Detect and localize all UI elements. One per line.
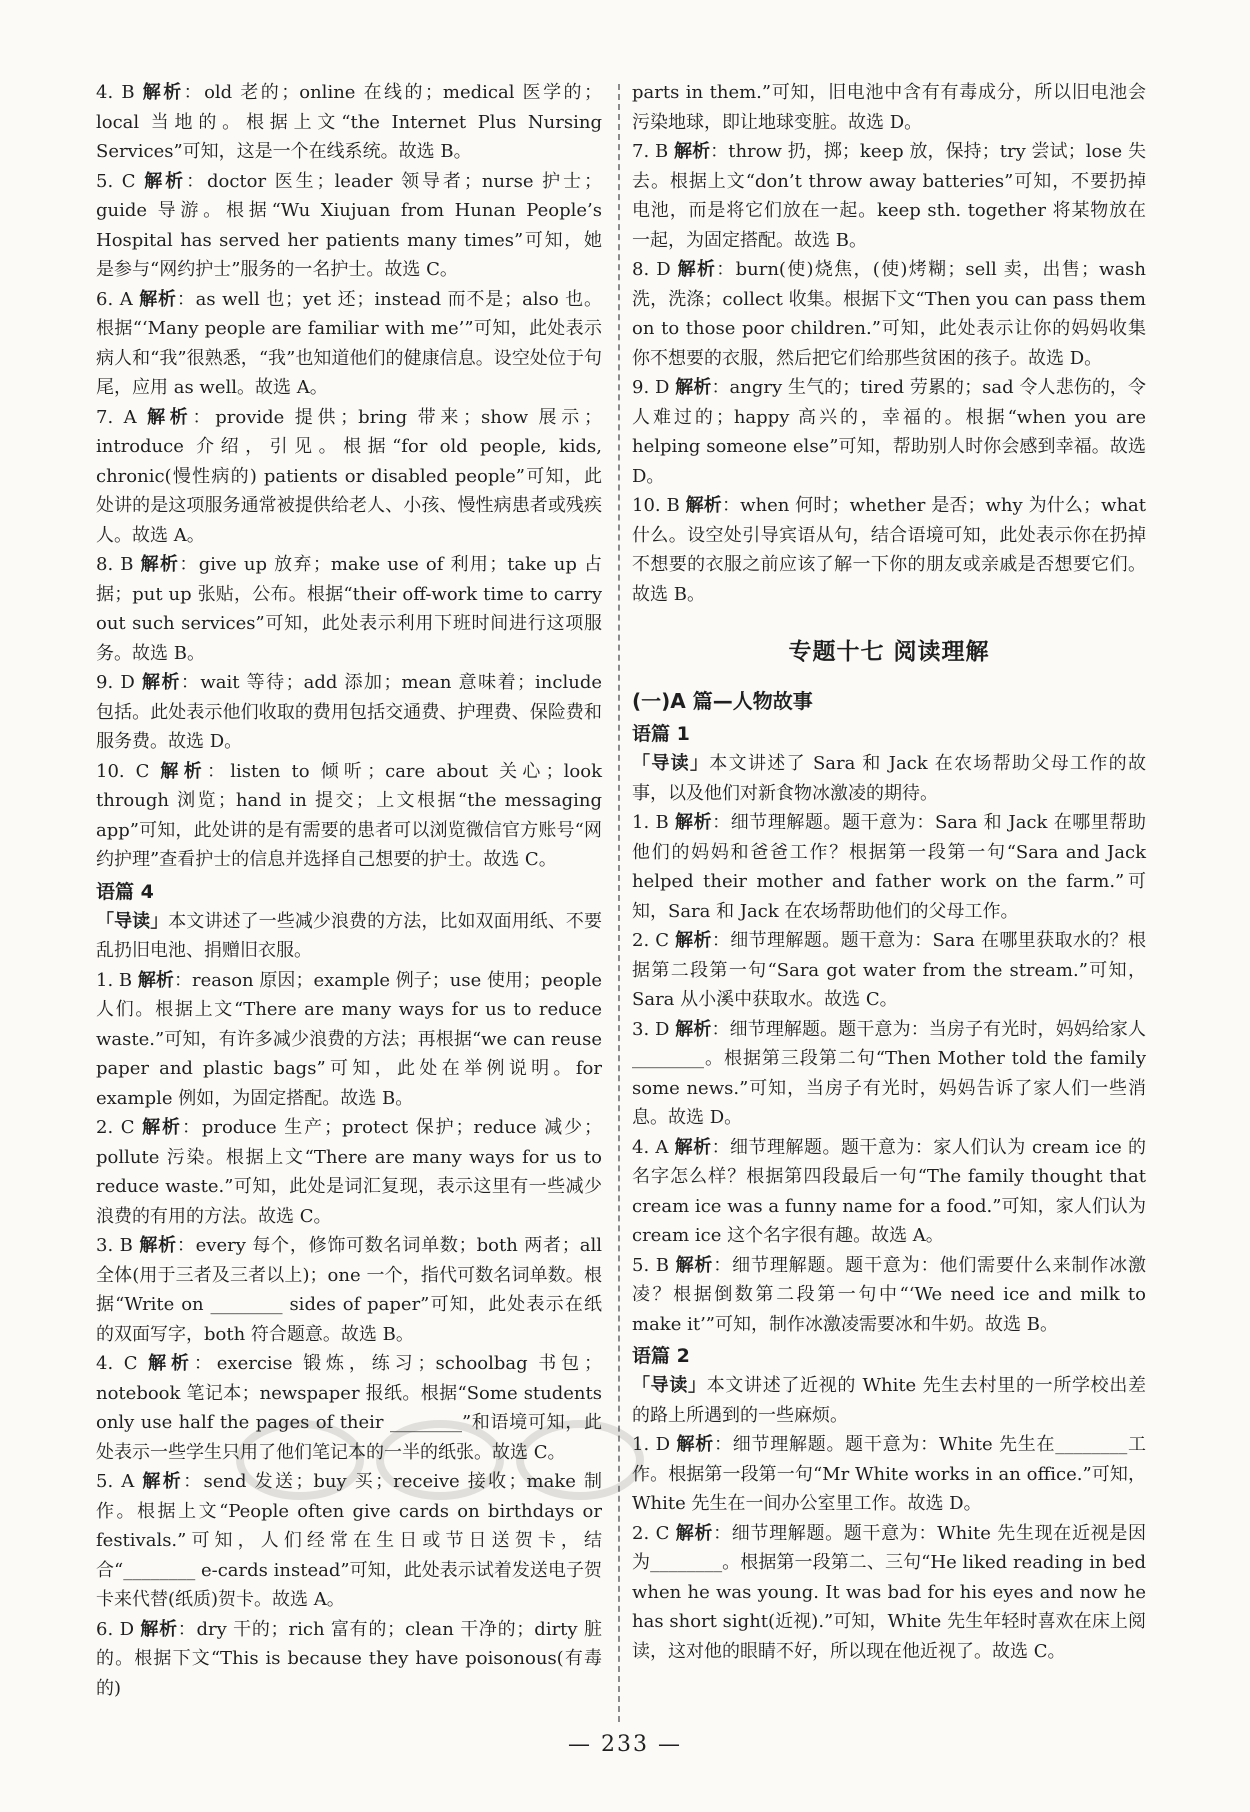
- answer-item: 3. D 解析：细节理解题。题干意为：当房子有光时，妈妈给家人________。根据第三段第二句“Then Mother told the family some news.”可知，当房子有光时，妈妈告诉了家人们一些消息。故选 D。: [632, 1018, 1146, 1128]
- continuation-text: parts in them.”可知，旧电池中含有有毒成分，所以旧电池会污染地球，即让地球变脏。故选 D。: [632, 82, 1146, 133]
- answer-item: 8. B 解析：give up 放弃；make use of 利用；take up 占据；put up 张贴，公布。根据“their off-work time to carry out such services”可知，此处表示利用下班时间进行这项服务。故选 B。: [96, 554, 603, 664]
- answer-item: 1. B 解析：细节理解题。题干意为：Sara 和 Jack 在哪里帮助他们的妈妈和爸爸工作？根据第一段第一句“Sara and Jack helped their mother and father work on the farm.”可知，Sara 和 Jack 在农场帮助他们的父母工作。: [632, 812, 1147, 922]
- passage-guide: 「导读」本文讲述了一些减少浪费的方法，比如双面用纸、不要乱扔旧电池、捐赠旧衣服。: [96, 910, 602, 961]
- answer-item: 2. C 解析：produce 生产；protect 保护；reduce 减少；pollute 污染。根据上文“There are many ways for us to reduce waste.”可知，此处是词汇复现，表示这里有一些减少浪费的有用的方法。故选 C。: [96, 1117, 603, 1227]
- passage-label: 语篇 4: [96, 880, 154, 903]
- section-title: 专题十七 阅读理解: [788, 639, 990, 665]
- answer-item: 3. B 解析：every 每个，修饰可数名词单数；both 两者；all 全体(用于三者及三者以上)；one 一个，指代可数名词单数。根据“Write on ________ sides of paper”可知，此处表示在纸的双面写字，both 符合题意。故选 B。: [96, 1235, 603, 1345]
- left-items-a: [96, 78, 602, 875]
- part-title: (一)A 篇—人物故事: [632, 689, 813, 713]
- passage-label: 语篇 2: [632, 1345, 690, 1367]
- passage-guide: 「导读」本文讲述了近视的 White 先生去村里的一所学校出差的路上所遇到的一些麻烦。: [632, 1375, 1147, 1426]
- answer-item: 6. A 解析：as well 也；yet 还；instead 而不是；also 也。根据“‘Many people are familiar with me’”可知，此处表示病人和“我”很熟悉，“我”也知道他们的健康信息。设空处位于句尾，应用 as well。故选 A。: [96, 288, 602, 398]
- answer-item: 8. D 解析：burn(使)烧焦，(使)烤糊；sell 卖，出售；wash 洗，洗涤；collect 收集。根据下文“Then you can pass them on to those poor children.”可知，此处表示让你的妈妈收集你不想要的衣服，然后把它们给那些贫困的孩子。故选 D。: [632, 259, 1147, 369]
- answer-item: 5. B 解析：细节理解题。题干意为：他们需要什么来制作冰激凌？根据倒数第二段第一句中“‘We need ice and milk to make it’”可知，制作冰激凌需要冰和牛奶。故选 B。: [632, 1254, 1146, 1335]
- answer-item: 2. C 解析：细节理解题。题干意为：White 先生现在近视是因为________。根据第一段第二、三句“He liked reading in bed when he was young. It was bad for his eyes and now he has short sight(近视).”可知，White 先生年轻时喜欢在床上阅读，这对他的眼睛不好，所以现在他近视了。故选 C。: [632, 1522, 1146, 1662]
- answer-item: 4. C 解析：exercise 锻炼，练习；schoolbag 书包；notebook 笔记本；newspaper 报纸。根据“Some students only use half the pages of their ________”和语境可知，此处表示一些学生只用了他们笔记本的一半的纸张。故选 C。: [96, 1353, 602, 1463]
- left-items-b: [96, 966, 602, 1704]
- answer-item: 7. A 解析：provide 提供；bring 带来；show 展示；introduce 介绍，引见。根据“for old people, kids, chronic(慢性病的) patients or disabled people”可知，此处讲的是这项服务通常被提供给老人、小孩、慢性病患者或残疾人。故选 A。: [96, 406, 602, 546]
- answer-item: 5. C 解析：doctor 医生；leader 领导者；nurse 护士；guide 导游。根据“Wu Xiujuan from Hunan People’s Hospital has served her patients many times”可知，她是参与“网约护士”服务的一名护士。故选 C。: [96, 170, 602, 280]
- right-items-b: [632, 808, 1146, 1339]
- answer-item: 9. D 解析：wait 等待；add 添加；mean 意味着；include 包括。此处表示他们收取的费用包括交通费、护理费、保险费和服务费。故选 D。: [96, 672, 603, 752]
- answer-item: 6. D 解析：dry 干的；rich 富有的；clean 干净的；dirty 脏的。根据下文“This is because they have poisonous(有毒的): [96, 1618, 602, 1699]
- left-column: [96, 78, 602, 1703]
- answer-item: 2. C 解析：细节理解题。题干意为：Sara 在哪里获取水的？根据第二段第一句“Sara got water from the stream.”可知，Sara 从小溪中获取水。故选 C。: [632, 930, 1146, 1010]
- answer-item: 10. B 解析：when 何时；whether 是否；why 为什么；what 什么。设空处引导宾语从句，结合语境可知，此处表示你在扔掉不想要的衣服之前应该了解一下你的朋友或亲戚是否想要它们。故选 B。: [632, 495, 1147, 605]
- column-divider: [618, 84, 620, 1722]
- passage-label: 语篇 1: [632, 723, 690, 745]
- answer-item: 4. B 解析：old 老的；online 在线的；medical 医学的；local 当地的。根据上文“the Internet Plus Nursing Services”可知，这是一个在线系统。故选 B。: [96, 82, 602, 162]
- page-number: — 233 —: [568, 1732, 682, 1757]
- answer-item: 7. B 解析：throw 扔，掷；keep 放，保持；try 尝试；lose 失去。根据上文“don’t throw away batteries”可知，不要扔掉电池，而是将它们放在一起。keep sth. together 将某物放在一起，为固定搭配。故选 B。: [632, 141, 1146, 251]
- answer-item: 10. C 解析：listen to 倾听；care about 关心；look through 浏览；hand in 提交；上文根据“the messaging app”可知，此处讲的是有需要的患者可以浏览微信官方账号“网约护理”查看护士的信息并选择自己想要的护士。故选 C。: [96, 760, 603, 870]
- answer-item: 9. D 解析：angry 生气的；tired 劳累的；sad 令人悲伤的，令人难过的；happy 高兴的，幸福的。根据“when you are helping someone else”可知，帮助别人时你会感到幸福。故选 D。: [632, 377, 1147, 487]
- right-items-c: [632, 1430, 1146, 1666]
- answer-item: 4. A 解析：细节理解题。题干意为：家人们认为 cream ice 的名字怎么样？根据第四段最后一句“The family thought that cream ice was a funny name for a food.”可知，家人们认为 cream ice 这个名字很有趣。故选 A。: [632, 1136, 1147, 1246]
- right-items-a: [632, 137, 1146, 609]
- answer-item: 1. B 解析：reason 原因；example 例子；use 使用；people 人们。根据上文“There are many ways for us to reduce waste.”可知，有许多减少浪费的方法；再根据“we can reuse paper and plastic bags”可知，此处在举例说明。for example 例如，为固定搭配。故选 B。: [96, 969, 603, 1109]
- passage-guide: 「导读」本文讲述了 Sara 和 Jack 在农场帮助父母工作的故事，以及他们对新食物冰激凌的期待。: [632, 753, 1146, 804]
- answer-item: 5. A 解析：send 发送；buy 买；receive 接收；make 制作。根据上文“People often give cards on birthdays or festivals.”可知，人们经常在生日或节日送贺卡，结合“________ e-cards instead”可知，此处表示试着发送电子贺卡来代替(纸质)贺卡。故选 A。: [96, 1471, 602, 1610]
- right-column: [632, 78, 1146, 1666]
- answer-item: 1. D 解析：细节理解题。题干意为：White 先生在________工作。根据第一段第一句“Mr White works in an office.”可知，White 先生在一间办公室里工作。故选 D。: [632, 1434, 1147, 1514]
